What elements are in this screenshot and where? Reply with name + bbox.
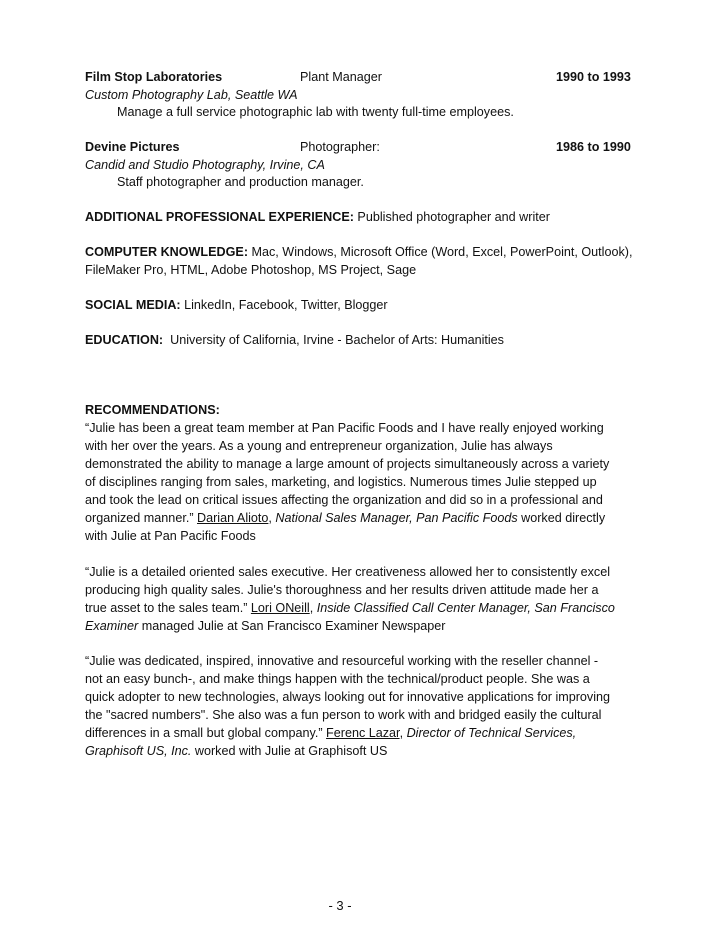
rec-line: “Julie has been a great team member at Pan Pacific Foods and I have really enjoyed working: [85, 421, 604, 435]
rec-line: the "sacred numbers". She also was a fun person to work with and bridged easily the cultural: [85, 708, 602, 722]
recommender-role: National Sales Manager, Pan Pacific Foods: [275, 511, 518, 525]
recommender-role-cont: Graphisoft US, Inc.: [85, 744, 192, 758]
rec-text: worked directly: [517, 511, 606, 525]
rec-text: managed Julie at San Francisco Examiner Newspaper: [138, 618, 446, 633]
job-subtitle: Custom Photography Lab, Seattle WA: [85, 87, 298, 102]
recommender-role-cont: Examiner: [85, 618, 139, 633]
page-number: - 3 -: [328, 898, 352, 913]
rec-line: demonstrated the ability to manage a large amount of projects simultaneously across a variety: [85, 457, 610, 471]
resume-page: [85, 69, 655, 760]
rec-line: quick adopter to new technologies, always looking out for innovative applications for improving: [85, 690, 611, 704]
recommender-role: Inside Classified Call Center Manager, San Francisco: [316, 600, 615, 615]
rec-line: “Julie was dedicated, inspired, innovative and resourceful working with the reseller channel -: [85, 654, 599, 668]
additional-experience: [85, 209, 655, 227]
social-media: [85, 297, 655, 315]
rec-text: true asset to the sales team.”: [85, 600, 251, 615]
job-title: Photographer:: [300, 140, 380, 154]
job-description: Staff photographer and production manager.: [117, 175, 364, 189]
job-header: [85, 69, 655, 87]
section-text: LinkedIn, Facebook, Twitter, Blogger: [180, 297, 388, 312]
job-dates: 1986 to 1990: [556, 140, 631, 154]
section-label: ADDITIONAL PROFESSIONAL EXPERIENCE:: [85, 210, 354, 224]
rec-line: [85, 742, 655, 760]
rec-text: worked with Julie at Graphisoft US: [191, 744, 388, 758]
job-company: Devine Pictures: [85, 140, 180, 154]
recommender-name: Lori ONeill: [250, 600, 310, 615]
section-text: University of California, Irvine - Bachelor of Arts: Humanities: [163, 332, 504, 347]
rec-line: with her over the years. As a young and entrepreneur organization, Julie has always: [85, 439, 553, 453]
computer-knowledge: [85, 244, 655, 262]
recommender-role: Director of Technical Services,: [406, 726, 577, 740]
rec-line: [85, 509, 655, 527]
section-text: Published photographer and writer: [353, 210, 550, 224]
recommendation-3: [85, 652, 655, 760]
rec-text: ,: [309, 600, 317, 615]
section-label: COMPUTER KNOWLEDGE:: [85, 245, 249, 259]
recommendation-1: [85, 419, 655, 545]
rec-line: [85, 724, 655, 742]
rec-text: ,: [268, 511, 276, 525]
job-subtitle: Candid and Studio Photography, Irvine, CA: [85, 157, 325, 172]
job-dates: 1990 to 1993: [556, 70, 631, 84]
recommender-name: Ferenc Lazar: [326, 726, 400, 740]
rec-line: and took the lead on critical issues affecting the organization and did so in a professional and: [85, 493, 603, 507]
section-text: Mac, Windows, Microsoft Office (Word, Excel, PowerPoint, Outlook),: [248, 245, 633, 259]
computer-knowledge-cont: FileMaker Pro, HTML, Adobe Photoshop, MS Project, Sage: [85, 262, 417, 277]
recommender-name: Darian Alioto: [197, 511, 269, 525]
rec-text: differences in a small but global company.”: [85, 726, 327, 740]
rec-line: producing high quality sales. Julie's thoroughness and her results driven attitude made her a: [85, 582, 599, 597]
rec-line: of disciplines ranging from sales, marketing, and logistics. Numerous times Julie stepped up: [85, 475, 597, 489]
rec-line: [85, 617, 655, 635]
rec-text: ,: [399, 726, 407, 740]
job-company: Film Stop Laboratories: [85, 70, 223, 84]
recommendations-heading: RECOMMENDATIONS:: [85, 402, 220, 417]
job-description: Manage a full service photographic lab with twenty full-time employees.: [117, 105, 514, 119]
recommendation-2: [85, 563, 655, 635]
rec-line: [85, 599, 655, 617]
section-label: SOCIAL MEDIA:: [85, 297, 181, 312]
rec-text: organized manner.”: [85, 511, 198, 525]
education: [85, 332, 655, 350]
job-header: [85, 139, 655, 157]
rec-line: with Julie at Pan Pacific Foods: [85, 529, 256, 543]
rec-line: “Julie is a detailed oriented sales executive. Her creativeness allowed her to consistently excel: [85, 564, 611, 579]
section-label: EDUCATION:: [85, 332, 164, 347]
rec-line: not an easy bunch-, and make things happen with the technical/product people. She was a: [85, 672, 590, 686]
job-title: Plant Manager: [300, 70, 382, 84]
